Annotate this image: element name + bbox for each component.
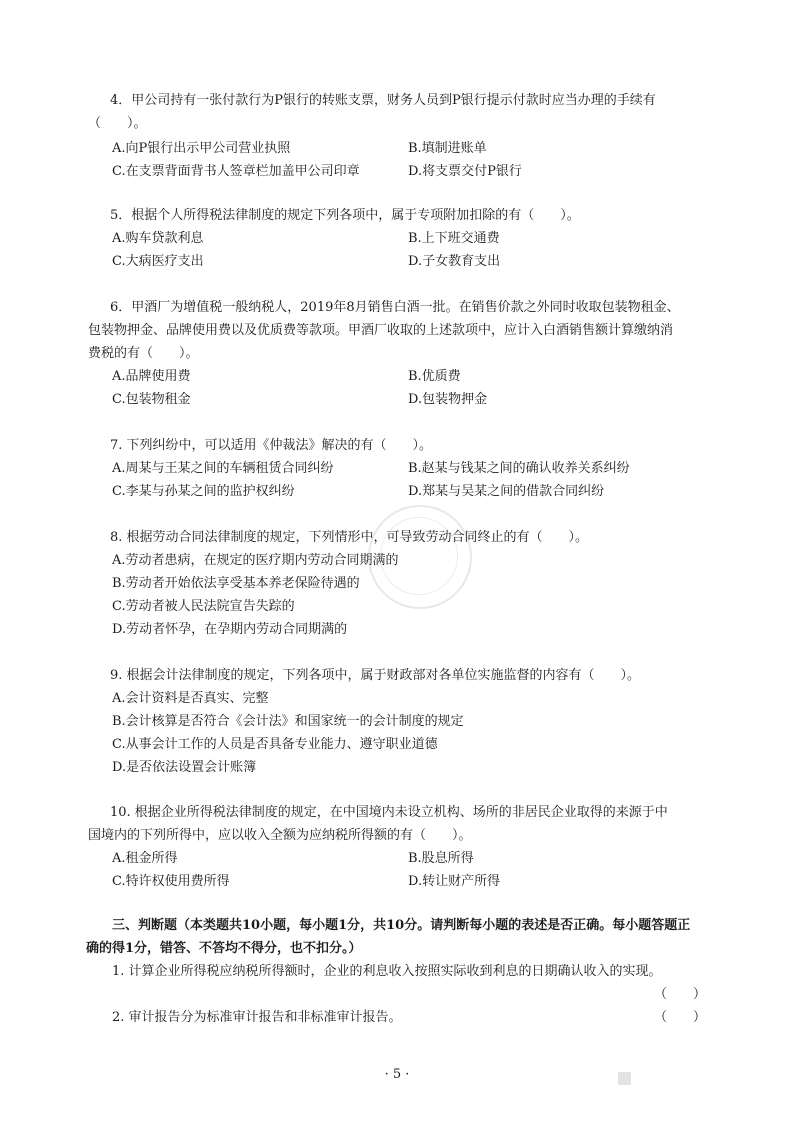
question-9-option-b: B.会计核算是否符合《会计法》和国家统一的会计制度的规定: [112, 714, 464, 729]
tf-question-2-text: 2. 审计报告分为标准审计报告和非标准审计报告。: [112, 1010, 402, 1025]
question-10-option-a: A.租金所得: [112, 851, 178, 866]
question-5-stem: 5．根据个人所得税法律制度的规定下列各项中，属于专项附加扣除的有（ ）。: [110, 208, 580, 223]
question-7-option-d: D.郑某与吴某之间的借款合同纠纷: [408, 484, 605, 499]
corner-mark: [618, 1072, 631, 1085]
question-8-option-c: C.劳动者被人民法院宣告失踪的: [112, 599, 295, 614]
question-9-stem: 9. 根据会计法律制度的规定，下列各项中，属于财政部对各单位实施监督的内容有（ ）。: [110, 668, 641, 683]
question-6: [84, 296, 714, 411]
question-6-stem-line1: 6．甲酒厂为增值税一般纳税人，2019年8月销售白酒一批。在销售价款之外同时收取包装物租金、: [110, 300, 680, 315]
question-7-option-b: B.赵某与钱某之间的确认收养关系纠纷: [408, 461, 630, 476]
tf-question-1: [84, 960, 714, 1006]
tf-question-2-answer-bracket[interactable]: （ ）: [653, 1010, 706, 1025]
question-8-option-b: B.劳动者开始依法享受基本养老保险待遇的: [112, 576, 360, 591]
question-6-option-d: D.包装物押金: [408, 392, 488, 407]
question-6-stem-line3: 费税的有（ ）。: [88, 346, 199, 361]
question-4: [84, 89, 714, 183]
question-10-option-d: D.转让财产所得: [408, 874, 501, 889]
section-3-heading: [84, 914, 742, 960]
question-8-option-d: D.劳动者怀孕，在孕期内劳动合同期满的: [112, 622, 348, 637]
question-4-option-c: C.在支票背面背书人签章栏加盖甲公司印章: [112, 164, 360, 179]
question-10: [84, 801, 714, 893]
question-6-option-a: A.品牌使用费: [112, 369, 191, 384]
question-4-stem-line2: （ ）。: [88, 116, 147, 131]
question-5-option-a: A.购车贷款利息: [112, 231, 204, 246]
question-10-option-c: C.特许权使用费所得: [112, 874, 230, 889]
question-7: [84, 434, 714, 503]
tf-question-1-answer-bracket[interactable]: （ ）: [653, 987, 706, 1002]
question-10-stem-line2: 国境内的下列所得中，应以收入全额为应纳税所得额的有（ ）。: [88, 828, 472, 843]
question-4-option-a: A.向P银行出示甲公司营业执照: [112, 141, 291, 156]
tf-question-1-text: 1. 计算企业所得税应纳税所得额时，企业的利息收入按照实际收到利息的日期确认收入的实现。: [112, 964, 662, 979]
question-6-option-c: C.包装物租金: [112, 392, 191, 407]
question-9: [84, 664, 714, 779]
question-7-stem: 7. 下列纠纷中，可以适用《仲裁法》解决的有（ ）。: [110, 438, 433, 453]
tf-question-2: [84, 1006, 714, 1029]
question-4-option-d: D.将支票交付P银行: [408, 164, 522, 179]
question-8-stem: 8. 根据劳动合同法律制度的规定，下列情形中，可导致劳动合同终止的有（ ）。: [110, 530, 589, 545]
page-number: · 5 ·: [384, 1067, 410, 1082]
question-5-option-b: B.上下班交通费: [408, 231, 500, 246]
question-8: [84, 526, 714, 641]
question-9-option-d: D.是否依法设置会计账簿: [112, 760, 257, 775]
question-10-option-b: B.股息所得: [408, 851, 474, 866]
section-3-heading-line2: 确的得1分，错答、不答均不得分，也不扣分。）: [86, 941, 362, 956]
question-5-option-c: C.大病医疗支出: [112, 254, 204, 269]
section-3-heading-line1: 三、判断题（本类题共10小题，每小题1分，共10分。请判断每小题的表述是否正确。每小题答题正: [112, 918, 691, 933]
question-5: [84, 204, 714, 273]
question-4-option-b: B.填制进账单: [408, 141, 487, 156]
question-10-stem-line1: 10. 根据企业所得税法律制度的规定，在中国境内未设立机构、场所的非居民企业取得的来源于中: [110, 805, 668, 820]
question-8-option-a: A.劳动者患病，在规定的医疗期内劳动合同期满的: [112, 553, 399, 568]
question-9-option-a: A.会计资料是否真实、完整: [112, 691, 269, 706]
question-7-option-c: C.李某与孙某之间的监护权纠纷: [112, 484, 295, 499]
question-7-option-a: A.周某与王某之间的车辆租赁合同纠纷: [112, 461, 334, 476]
question-6-option-b: B.优质费: [408, 369, 461, 384]
question-5-option-d: D.子女教育支出: [408, 254, 501, 269]
question-6-stem-line2: 包装物押金、品牌使用费以及优质费等款项。甲酒厂收取的上述款项中，应计入白酒销售额计算缴纳消: [88, 323, 674, 338]
question-9-option-c: C.从事会计工作的人员是否具备专业能力、遵守职业道德: [112, 737, 438, 752]
question-4-stem-line1: 4．甲公司持有一张付款行为P银行的转账支票，财务人员到P银行提示付款时应当办理的手续有: [110, 93, 656, 108]
